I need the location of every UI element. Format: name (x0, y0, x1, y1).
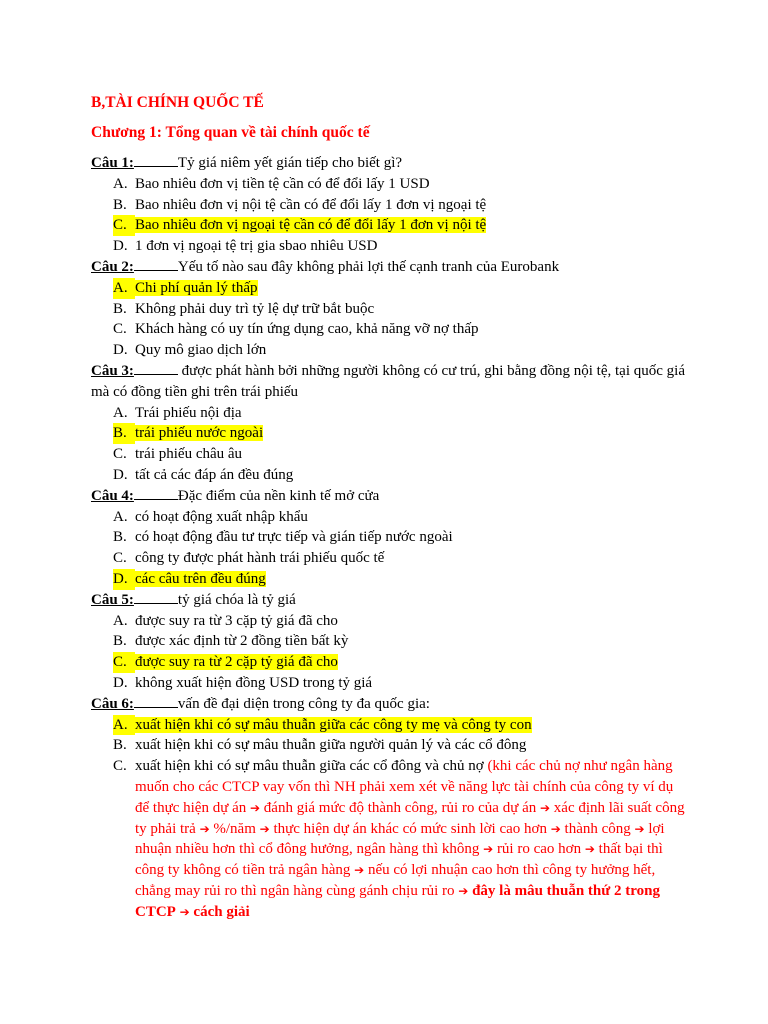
question-line (91, 153, 691, 174)
explanation-note (135, 758, 685, 920)
answer-blank (134, 363, 178, 375)
option-d (91, 465, 691, 486)
chapter-title: Chương 1: Tổng quan về tài chính quốc tế (91, 124, 370, 141)
option-b (91, 299, 691, 320)
option-letter: A. (113, 404, 128, 421)
question-text: Tỷ giá niêm yết gián tiếp cho biết gì? (177, 155, 403, 171)
option-letter: D. (113, 674, 128, 691)
option-text: được suy ra từ 3 cặp tỷ giá đã cho (135, 612, 338, 629)
note-segment: thực hiện dự án khác có mức sinh lời cao hơn (273, 820, 547, 837)
question-number: Câu 3: (91, 362, 134, 379)
note-segment: thất bại thì công ty không có tiền trả ngân hàng (135, 841, 663, 879)
option-text: Không phải duy trì tỷ lệ dự trữ bắt buộc (135, 300, 375, 317)
question-text: Yếu tố nào sau đây không phải lợi thế cạnh tranh của Eurobank (177, 258, 560, 275)
option-c (91, 319, 691, 340)
option-letter: B. (113, 300, 127, 317)
option-letter: C. (113, 446, 127, 463)
option-a (91, 174, 691, 195)
option-c-correct (91, 652, 691, 673)
option-letter: B. (113, 529, 127, 546)
question-line (91, 361, 691, 403)
option-text: xuất hiện khi có sự mâu thuẫn giữa người quản lý và các cổ đông (135, 737, 527, 754)
arrow-icon: ➔ (458, 883, 469, 898)
option-text: có hoạt động đầu tư trực tiếp và gián tiếp nước ngoài (135, 529, 453, 546)
option-letter: C. (113, 215, 135, 236)
option-text: được suy ra từ 2 cặp tỷ giá đã cho (135, 654, 338, 671)
question-number: Câu 4: (91, 487, 134, 504)
option-text: Bao nhiêu đơn vị nội tệ cần có để đổi lấy 1 đơn vị ngoại tệ (135, 196, 487, 213)
arrow-icon: ➔ (483, 842, 494, 857)
option-text: Khách hàng có uy tín ứng dụng cao, khả năng vỡ nợ thấp (135, 321, 479, 338)
option-letter: B. (113, 737, 127, 754)
option-a (91, 611, 691, 632)
option-letter: C. (113, 758, 127, 775)
arrow-icon: ➔ (179, 904, 190, 919)
option-letter: A. (113, 612, 128, 629)
question-5 (91, 590, 691, 694)
option-letter: D. (113, 569, 135, 590)
option-text: tất cả các đáp án đều đúng (135, 466, 294, 483)
option-letter: A. (113, 175, 128, 192)
option-text: trái phiếu châu âu (135, 446, 243, 463)
option-letter: B. (113, 423, 135, 444)
question-text: vấn đề đại diện trong công ty đa quốc gia: (177, 695, 430, 712)
question-2 (91, 257, 691, 361)
question-text: Đặc điểm của nền kinh tế mở cửa (177, 487, 380, 504)
arrow-icon: ➔ (584, 842, 595, 857)
option-a-correct (91, 278, 691, 299)
answer-blank (134, 592, 178, 604)
arrow-icon: ➔ (550, 821, 561, 836)
option-b (91, 195, 691, 216)
option-a (91, 403, 691, 424)
option-letter: C. (113, 652, 135, 673)
option-b (91, 735, 691, 756)
document-body (91, 92, 691, 922)
option-letter: A. (113, 715, 135, 736)
question-6 (91, 694, 691, 923)
note-segment: nếu có lợi nhuận cao hơn thì công ty hưởng hết, chẳng may rủi ro thì ngân hàng cùng gánh chịu rủi ro (135, 862, 656, 899)
answer-blank (134, 488, 178, 500)
option-text: xuất hiện khi có sự mâu thuẫn giữa các công ty mẹ và công ty con (135, 716, 532, 733)
option-c (91, 756, 691, 922)
note-bold-segment: cách giải (193, 903, 250, 920)
answer-blank (134, 259, 178, 271)
arrow-icon: ➔ (259, 821, 270, 836)
option-text: công ty được phát hành trái phiếu quốc tế (135, 550, 385, 567)
answer-blank (134, 696, 178, 708)
question-line (91, 590, 691, 611)
option-d (91, 673, 691, 694)
option-text: 1 đơn vị ngoại tệ trị gia sbao nhiêu USD (135, 238, 378, 255)
option-letter: A. (113, 278, 135, 299)
option-text: được xác định từ 2 đồng tiền bất kỳ (135, 633, 349, 650)
note-segment: thành công (564, 820, 631, 837)
arrow-icon: ➔ (354, 863, 365, 878)
arrow-icon: ➔ (634, 821, 645, 836)
question-4 (91, 486, 691, 590)
option-letter: D. (113, 238, 128, 255)
note-segment: rủi ro cao hơn (496, 841, 582, 858)
option-text: Chi phí quản lý thấp (135, 279, 258, 296)
note-segment: đánh giá mức độ thành công, rủi ro của dự án (263, 799, 537, 816)
option-a (91, 507, 691, 528)
question-number: Câu 2: (91, 258, 134, 275)
option-c (91, 548, 691, 569)
question-3 (91, 361, 691, 486)
answer-blank (134, 155, 178, 167)
arrow-icon: ➔ (249, 800, 261, 815)
question-number: Câu 6: (91, 695, 134, 712)
question-line (91, 257, 691, 278)
question-line (91, 694, 691, 715)
option-b (91, 527, 691, 548)
note-segment: %/năm (213, 820, 256, 837)
option-c-correct (91, 215, 691, 236)
option-d-correct (91, 569, 691, 590)
note-bold-segment: đây là mâu thuẫn thứ 2 trong CTCP (135, 882, 660, 920)
option-text: có hoạt động xuất nhập khẩu (135, 508, 308, 525)
note-segment: xác định lãi suất công ty phải trả (135, 799, 685, 837)
question-text: tỷ giá chóa là tỷ giá (177, 591, 296, 608)
option-a-correct (91, 715, 691, 736)
option-text: không xuất hiện đồng USD trong tỷ giá (135, 674, 373, 691)
option-letter: D. (113, 466, 128, 483)
option-d (91, 236, 691, 257)
note-segment: lợi nhuận nhiều hơn thì cổ đông hưởng, ngân hàng thì không (135, 820, 665, 858)
option-text: Trái phiếu nội địa (135, 404, 242, 421)
option-d (91, 340, 691, 361)
option-text: xuất hiện khi có sự mâu thuẫn giữa các cổ đông và chủ nợ (135, 758, 484, 775)
option-letter: C. (113, 321, 127, 338)
option-b (91, 631, 691, 652)
option-text: trái phiếu nước ngoài (135, 425, 264, 442)
option-letter: D. (113, 342, 128, 359)
question-line (91, 486, 691, 507)
option-text: các câu trên đều đúng (135, 570, 266, 587)
option-letter: C. (113, 550, 127, 567)
option-text: Quy mô giao dịch lớn (135, 342, 267, 359)
arrow-icon: ➔ (539, 800, 551, 815)
question-number: Câu 1: (91, 155, 134, 171)
question-1 (91, 153, 691, 257)
option-b-correct (91, 423, 691, 444)
question-number: Câu 5: (91, 591, 134, 608)
option-letter: B. (113, 633, 127, 650)
option-text: Bao nhiêu đơn vị tiền tệ cần có để đổi lấy 1 USD (135, 175, 430, 192)
arrow-icon: ➔ (199, 821, 210, 836)
option-text: Bao nhiêu đơn vị ngoại tệ cần có để đổi lấy 1 đơn vị nội tệ (135, 217, 487, 234)
option-letter: B. (113, 196, 127, 213)
option-letter: A. (113, 508, 128, 525)
option-c (91, 444, 691, 465)
question-text: được phát hành bởi những người không có cư trú, ghi bằng đồng nội tệ, tại quốc giá mà có đồng tiền ghi trên trái phiếu (91, 362, 685, 400)
note-segment: (khi các chủ nợ như ngân hàng muốn cho các CTCP vay vốn thì NH phải xem xét về năng lực tài chính của công ty ví dụ để thực hiện dự án (135, 758, 674, 816)
section-title: B,TÀI CHÍNH QUỐC TẾ (91, 94, 264, 111)
